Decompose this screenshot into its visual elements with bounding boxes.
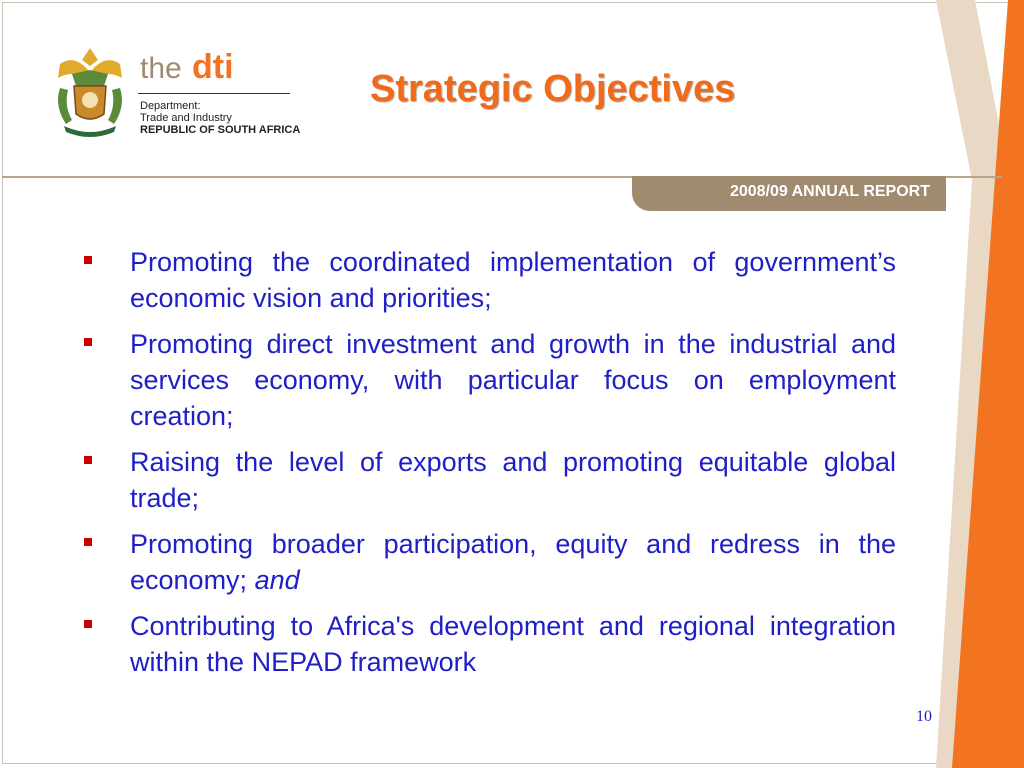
list-item [84,526,896,598]
objectives-list [84,244,896,690]
square-bullet-icon [84,338,92,346]
square-bullet-icon [84,456,92,464]
logo-divider [138,93,290,94]
page-number: 10 [916,708,932,725]
square-bullet-icon [84,620,92,628]
square-bullet-icon [84,538,92,546]
list-item-text: Raising the level of exports and promoting equitable global trade; [130,447,896,513]
logo-department: Department: [140,100,201,112]
list-item [84,444,896,516]
list-item [84,244,896,316]
list-item [84,608,896,680]
slide-title: Strategic Objectives [370,68,736,110]
logo-the-text: the [140,52,182,85]
report-label: 2008/09 ANNUAL REPORT [729,183,930,200]
report-tab [632,176,946,211]
logo-trade-industry: Trade and Industry [140,112,232,124]
coat-of-arms-icon [50,44,130,140]
logo-republic: REPUBLIC OF SOUTH AFRICA [140,124,301,136]
square-bullet-icon [84,256,92,264]
list-item-suffix: and [254,565,300,595]
list-item [84,326,896,434]
list-item-text: Promoting the coordinated implementation of government’s economic vision and priorities; [130,247,896,313]
list-item-text: Promoting direct investment and growth in the industrial and services economy, with particular focus on employment creation; [130,329,896,431]
list-item-text: Promoting broader participation, equity and redress in the economy; [130,529,896,595]
list-item-text: Contributing to Africa's development and regional integration within the NEPAD framework [130,611,896,677]
logo-dti-text: dti [192,48,234,86]
